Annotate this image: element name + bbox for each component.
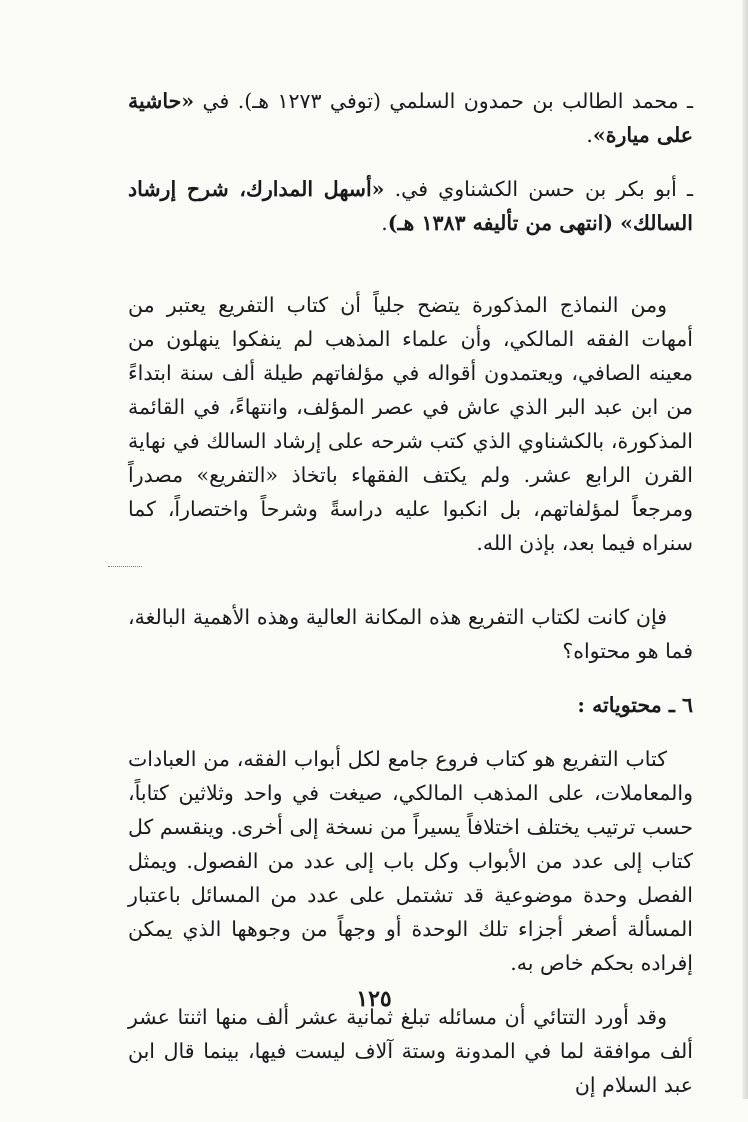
bullet-title: «أسهل المدارك، شرح إرشاد السالك» (انتهى من تأليفه ١٣٨٣ هـ) bbox=[128, 177, 693, 235]
bullet-text: ـ محمد الطالب بن حمدون السلمي (توفي ١٢٧٣ هـ). في bbox=[194, 89, 693, 113]
bullet-title: «حاشية على ميارة» bbox=[128, 89, 693, 147]
list-item bbox=[128, 172, 693, 240]
list-item bbox=[128, 84, 693, 152]
page-body bbox=[128, 84, 693, 1122]
paragraph-2: فإن كانت لكتاب التفريع هذه المكانة العالية وهذه الأهمية البالغة، فما هو محتواه؟ bbox=[128, 605, 693, 663]
paragraph-1: ومن النماذج المذكورة يتضح جلياً أن كتاب التفريع يعتبر من أمهات الفقه المالكي، وأن علماء المذهب لم ينفكوا ينهلون من معينه الصافي، ويعتمدون أقواله في مؤلفاتهم طيلة ألف سنة ابتداءً من ابن عبد البر الذي عاش في عصر المؤلف، وانتهاءً، في القائمة المذكورة، بالكشناوي الذي كتب شرحه على إرشاد السالك في نهاية القرن الرابع عشر. ولم يكتف الفقهاء باتخاذ «التفريع» مصدراً ومرجعاً لمؤلفاتهم، بل انكبوا عليه دراسةً وشرحاً واختصاراً، كما سنراه فيما بعد، بإذن الله. bbox=[128, 293, 693, 555]
page-number: ١٢٥ bbox=[356, 986, 392, 1012]
paragraph-4: وقد أورد التتائي أن مسائله تبلغ ثمانية عشر ألف منها اثنتا عشر ألف موافقة لما في المدونة وستة آلاف ليست فيها، بينما قال ابن عبد السلام إن bbox=[128, 1005, 693, 1097]
page-edge-shadow bbox=[742, 0, 748, 1099]
bullet-tail: . bbox=[381, 211, 388, 235]
section-heading: ٦ ـ محتوياته : bbox=[577, 693, 693, 717]
margin-mark bbox=[108, 566, 142, 569]
bullet-tail: . bbox=[586, 123, 593, 147]
bullet-text: ـ أبو بكر بن حسن الكشناوي في. bbox=[384, 177, 694, 201]
paragraph-3: كتاب التفريع هو كتاب فروع جامع لكل أبواب الفقه، من العبادات والمعاملات، على المذهب المالكي، صيغت في واحد وثلاثين كتاباً، حسب ترتيب يختلف اختلافاً يسيراً من نسخة إلى أخرى. وينقسم كل كتاب إلى عدد من الأبواب وكل باب إلى عدد من الفصول. ويمثل الفصل وحدة موضوعية قد تشتمل على عدد من المسائل باعتبار المسألة أصغر أجزاء تلك الوحدة أو وجهاً من وجوهها الذي يمكن إفراده بحكم خاص به. bbox=[128, 747, 693, 975]
